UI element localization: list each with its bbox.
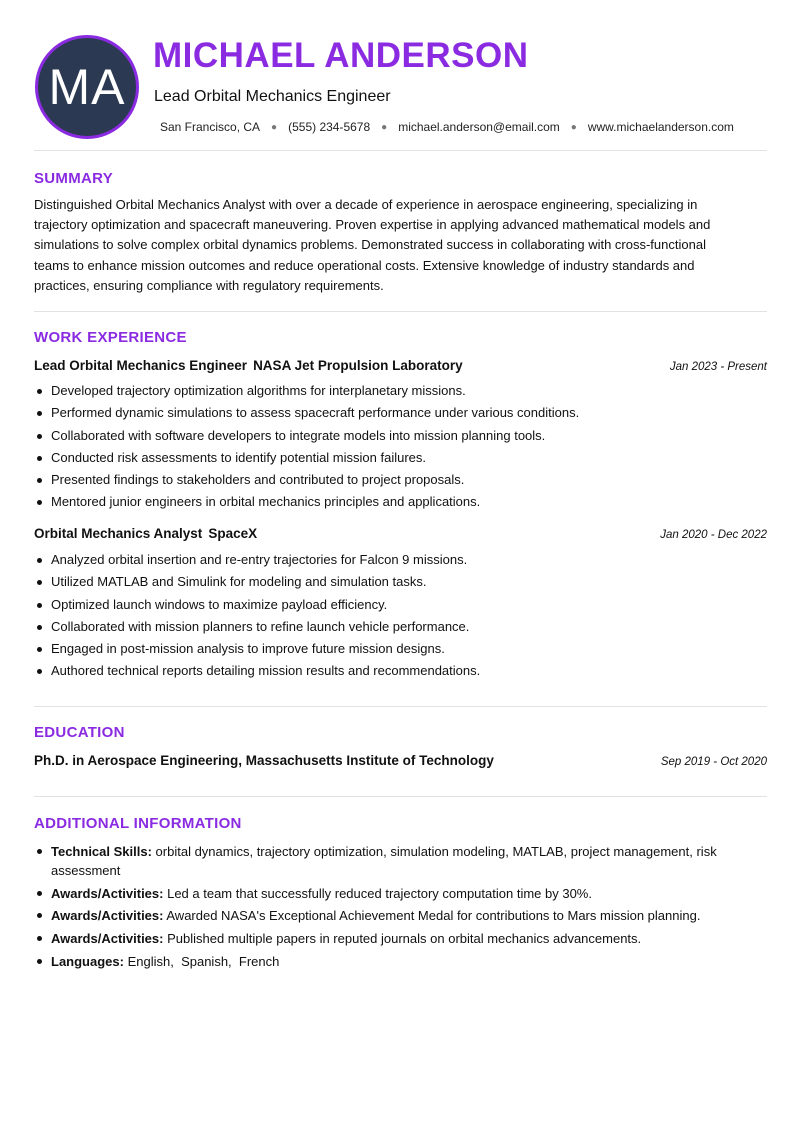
list-item: Optimized launch windows to maximize payload efficiency. — [34, 594, 767, 616]
section-divider — [34, 311, 767, 312]
list-item: Performed dynamic simulations to assess spacecraft performance under various conditions. — [34, 402, 767, 424]
candidate-name: MICHAEL ANDERSON — [153, 36, 529, 75]
list-item — [34, 884, 749, 903]
separator-dot-icon: ● — [381, 121, 388, 133]
section-divider — [34, 796, 767, 797]
job-header — [34, 358, 767, 376]
work-experience-heading: WORK EXPERIENCE — [34, 329, 187, 346]
education-dates: Sep 2019 - Oct 2020 — [660, 756, 767, 768]
list-item: Conducted risk assessments to identify potential mission failures. — [34, 447, 767, 469]
info-label: Languages: — [51, 953, 124, 969]
info-label: Awards/Activities: — [51, 885, 164, 901]
list-item — [34, 842, 749, 880]
summary-text: Distinguished Orbital Mechanics Analyst with over a decade of experience in aerospace engineering, specializing in trajectory optimization and spacecraft maneuvering. Proven expertise in applying advanced mathematical models and simulations to solve complex orbital dynamics problems. Demonstrated success in collaborating with cross-functional teams to enhance mission outcomes and reduce operational costs. Extensive knowledge of industry standards and practices, ensuring compliance with regulatory requirements. — [34, 197, 711, 293]
avatar-initials: MA — [48, 59, 126, 115]
contact-email[interactable]: michael.anderson@email.com — [398, 120, 560, 134]
info-text: orbital dynamics, trajectory optimization, simulation modeling, MATLAB, project management, risk assessment — [51, 844, 717, 878]
education-heading: EDUCATION — [34, 724, 125, 741]
job-dates: Jan 2020 - Dec 2022 — [660, 529, 767, 541]
additional-info-list — [34, 842, 749, 974]
job-role: Lead Orbital Mechanics Engineer — [34, 358, 248, 373]
summary-heading: SUMMARY — [34, 170, 114, 187]
job-dates: Jan 2023 - Present — [669, 361, 767, 373]
avatar — [35, 35, 139, 139]
list-item: Analyzed orbital insertion and re-entry trajectories for Falcon 9 missions. — [34, 549, 767, 571]
separator-dot-icon: ● — [271, 121, 278, 133]
job-title-line — [34, 358, 463, 373]
list-item: Collaborated with software developers to integrate models into mission planning tools. — [34, 425, 767, 447]
education-row — [34, 753, 767, 771]
list-item: Authored technical reports detailing mission results and recommendations. — [34, 660, 767, 682]
separator-dot-icon: ● — [570, 121, 577, 133]
contact-line — [160, 120, 734, 134]
job-role: Orbital Mechanics Analyst — [34, 526, 203, 541]
contact-location: San Francisco, CA — [160, 120, 261, 134]
section-divider — [34, 150, 767, 151]
list-item: Developed trajectory optimization algorithms for interplanetary missions. — [34, 380, 767, 402]
list-item: Mentored junior engineers in orbital mechanics principles and applications. — [34, 491, 767, 513]
info-text: Published multiple papers in reputed journals on orbital mechanics advancements. — [167, 930, 642, 946]
info-text: English, Spanish, French — [127, 953, 280, 969]
additional-info-heading: ADDITIONAL INFORMATION — [34, 815, 242, 832]
job-bullets — [34, 380, 767, 514]
info-label: Technical Skills: — [51, 844, 152, 859]
info-text: Awarded NASA's Exceptional Achievement Medal for contributions to Mars mission planning. — [166, 908, 701, 923]
info-label: Awards/Activities: — [51, 930, 164, 946]
list-item: Presented findings to stakeholders and contributed to project proposals. — [34, 469, 767, 491]
job-header — [34, 526, 767, 544]
list-item: Engaged in post-mission analysis to improve future mission designs. — [34, 638, 767, 660]
job-title-line — [34, 526, 257, 541]
list-item — [34, 929, 749, 948]
contact-website[interactable]: www.michaelanderson.com — [587, 120, 734, 134]
section-divider — [34, 706, 767, 707]
info-label: Awards/Activities: — [51, 908, 164, 923]
job-company: SpaceX — [208, 526, 258, 541]
job-company: NASA Jet Propulsion Laboratory — [253, 358, 463, 373]
contact-phone: (555) 234-5678 — [288, 120, 371, 134]
list-item: Utilized MATLAB and Simulink for modeling and simulation tasks. — [34, 571, 767, 593]
list-item — [34, 906, 749, 925]
candidate-headline: Lead Orbital Mechanics Engineer — [154, 88, 391, 105]
job-bullets — [34, 549, 767, 683]
education-degree: Ph.D. in Aerospace Engineering, Massachusetts Institute of Technology — [34, 753, 494, 768]
list-item: Collaborated with mission planners to refine launch vehicle performance. — [34, 616, 767, 638]
list-item — [34, 952, 749, 971]
info-text: Led a team that successfully reduced trajectory computation time by 30%. — [167, 885, 592, 901]
